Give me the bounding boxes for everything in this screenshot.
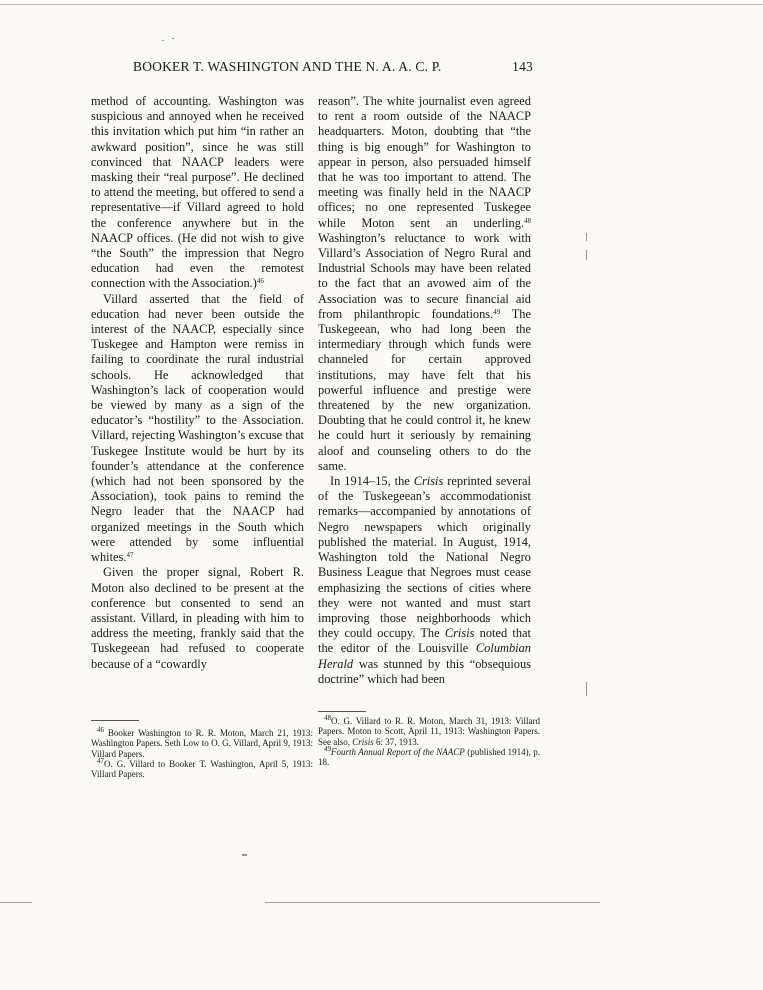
footnote-ref: 48 [524, 216, 531, 225]
page-number: 143 [512, 59, 533, 74]
paragraph-text: The Tuskegeean, who had long been the intermediary through which funds were channeled for certain approved institutions, may have felt that his powerful influence and prestige were threatened by the new organization. Doubting that he could control it, he knew he could hurt it seriously by remaining aloof and counseling others to do the same. [318, 306, 532, 473]
running-header [133, 59, 533, 75]
right-column [318, 94, 531, 687]
footnote-number: 49 [324, 744, 331, 753]
paragraph-text: method of accounting. Washington was suspicious and annoyed when he received this invitation which put him “in rather an awkward position”, since he was still convinced that NAACP leaders were masking their “real purpose”. He declined to attend the meeting, but offered to send a representative—if Villard agreed to hold the conference anywhere but in the NAACP offices. (He did not wish to give “the South” the impression that Negro education had even the remotest connection with the Association.) [91, 94, 304, 291]
scan-speck [586, 682, 587, 696]
paragraph-text: Washington’s reluctance to work with Villard’s Association of Negro Rural and Industrial Schools may have been related to the fact that an avowed aim of the Association was to secure financial aid from philanthropic foundations. [318, 230, 531, 321]
paragraph-text: reason”. The white journalist even agreed to rent a room outside of the NAACP headquarters. Moton, doubting that “the thing is big enough” for Washington to appear in person, also persuaded himself that he was too important to attend. The meeting was finally held in the NAACP offices; no one represented Tuskegee while Moton sent an underling. [318, 94, 531, 230]
footnote [318, 716, 540, 747]
journal-title: Crisis [413, 474, 444, 489]
footnote-ref: 46 [256, 277, 264, 286]
paragraph-text: Given the proper signal, Robert R. Moton also declined to be present at the conference but consented to send an assistant. Villard, in pleading with him to address the meeting, frankly said that the Tuskegeean had refused to cooperate because of a “cowardly [91, 565, 304, 671]
journal-title: Crisis [444, 626, 475, 641]
footnote-number: 46 [97, 726, 104, 734]
paragraph-text: reprinted several of the Tuskegeean’s accommodationist remarks—accompanied by annotations of Negro newspapers which originally published the material. In August, 1914, Washington told the National Negro Business League that Negroes must cease emphasizing the sections of cities where they were not wanted and must start improving those neighborhoods which they could occupy. The [318, 474, 531, 641]
scan-bottom-edge [265, 902, 600, 903]
footnote-text: (published 1914), p. 18. [318, 746, 540, 768]
scan-top-edge [0, 4, 763, 5]
footnote-text: 6: 37, 1913. [373, 736, 420, 747]
scan-speck [586, 233, 587, 241]
running-title: BOOKER T. WASHINGTON AND THE N. A. A. C. P. [133, 59, 442, 74]
footnote [91, 756, 313, 780]
footnote-divider [318, 711, 366, 712]
scan-bottom-edge [0, 902, 32, 903]
footnote-ref: 49 [493, 307, 501, 316]
paragraph [91, 565, 304, 671]
paragraph [318, 474, 531, 687]
journal-title: Crisis [352, 736, 374, 747]
scan-speck [162, 40, 164, 41]
report-title: Fourth Annual Report of the NAACP [331, 746, 465, 757]
paragraph-text: was stunned by this “obsequious doctrine” which had been [318, 656, 531, 686]
footnotes-left [91, 728, 313, 779]
footnote-text: O. G. Villard to R. R. Moton, March 31, 1913: Villard Papers. Moton to Scott, April 11, 1913: Washington Papers. See also, [318, 716, 540, 747]
paragraph [318, 94, 531, 474]
scan-speck [172, 38, 174, 39]
paragraph-text: In 1914–15, the [330, 474, 414, 489]
newspaper-title: Columbian Herald [318, 641, 531, 671]
paragraph [91, 94, 304, 292]
footnote-number: 48 [324, 714, 331, 722]
scan-speck [242, 854, 247, 856]
footnote-text: O. G. Villard to Booker T. Washington, April 5, 1913: Villard Papers. [91, 758, 313, 780]
scan-speck [586, 250, 587, 260]
left-column [91, 94, 304, 672]
footnotes-right [318, 716, 540, 767]
footnote-ref: 47 [126, 551, 134, 560]
paragraph [91, 292, 304, 566]
paragraph-text: Villard asserted that the field of education had never been outside the interest of the NAACP, especially since Tuskegee and Hampton were remiss in failing to coordinate the rural industrial schools. He acknowledged that Washington’s lack of cooperation would be viewed by many as a sign of the educator’s “hostility” to the Association. Villard, rejecting Washington’s excuse that Tuskegee Institute would be hurt by its founder’s attendance at the conference (which had not been sponsored by the Association), took pains to remind the Negro leader that the NAACP had organized meetings in the South which were attended by some influential whites. [91, 291, 304, 565]
footnote [91, 728, 313, 759]
footnote-divider [91, 720, 139, 721]
footnote [318, 744, 540, 768]
footnote-number: 47 [97, 756, 104, 765]
paragraph-text: noted that the editor of the Louisville [318, 626, 531, 656]
footnote-text: Booker Washington to R. R. Moton, March 21, 1913: Washington Papers. Seth Low to O. G. Villard, April 9, 1913: Villard Papers. [91, 728, 313, 759]
